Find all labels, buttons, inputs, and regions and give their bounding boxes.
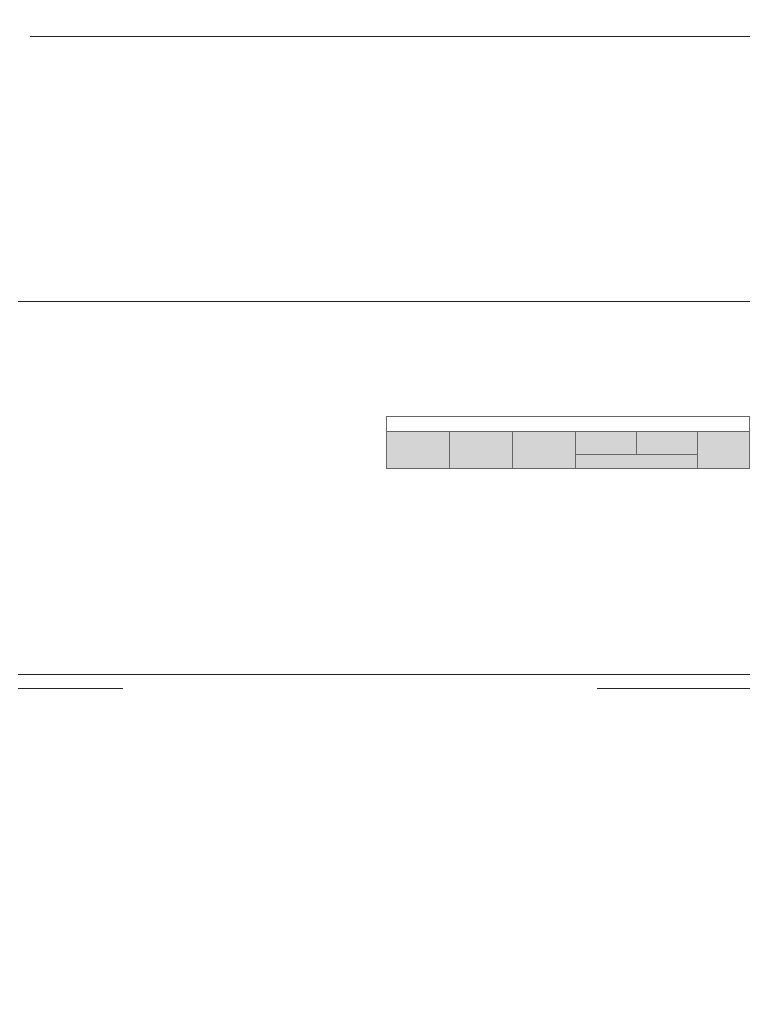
telefono-label [377, 252, 450, 270]
sucursal-name [493, 185, 752, 202]
customer-name [37, 130, 367, 145]
sucursal-code [450, 185, 493, 202]
customer-address [37, 130, 367, 205]
col-total-comisiones [698, 432, 750, 469]
sucursal-label [377, 185, 450, 202]
col-gat-real [637, 432, 698, 455]
col-gat-nominal [576, 432, 637, 455]
col-producto [450, 432, 513, 469]
antes-impuestos [576, 455, 698, 469]
bbva-logo [36, 36, 176, 80]
movimientos-rule [18, 674, 750, 675]
telefono-value [493, 252, 752, 270]
branch-info [377, 185, 752, 270]
otros-productos-table [386, 416, 750, 469]
customer-colony [37, 160, 367, 175]
financial-rule [18, 301, 750, 302]
plaza-value [493, 234, 752, 252]
fecha-rule [18, 688, 123, 689]
customer-street [37, 145, 367, 160]
otros-title [387, 417, 750, 432]
plaza-label [377, 234, 450, 252]
direccion-label [377, 202, 450, 234]
saldo-rule [597, 688, 750, 689]
customer-city [37, 175, 367, 190]
col-contrato [387, 432, 450, 469]
col-tasa [513, 432, 576, 469]
